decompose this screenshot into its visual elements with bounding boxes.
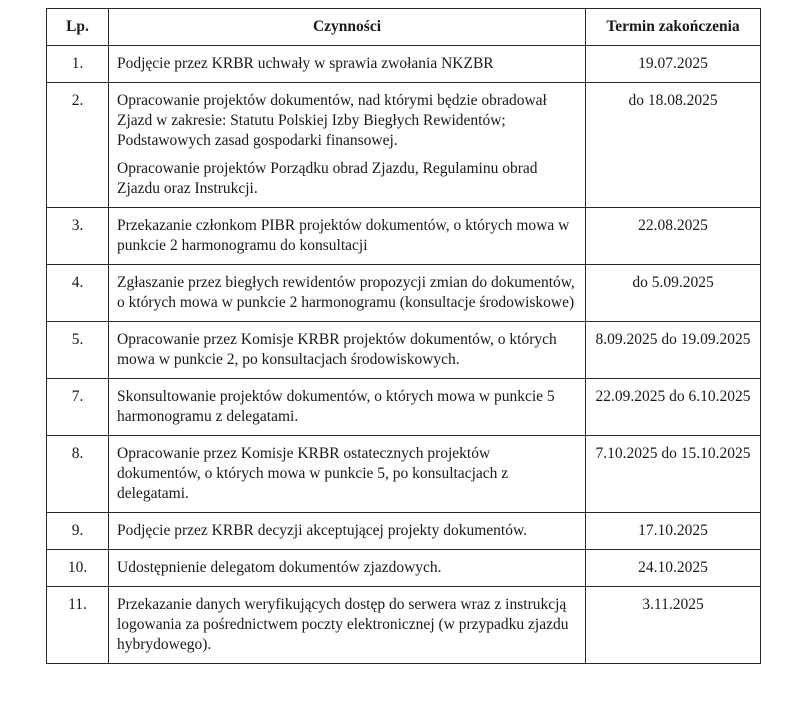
row-number: 1.	[47, 46, 109, 83]
row-activity	[109, 436, 586, 513]
activity-text: Opracowanie przez Komisje KRBR projektów dokumentów, o których mowa w punkcie 2, po konsultacjach środowiskowych.	[117, 331, 557, 368]
row-number: 11.	[47, 587, 109, 664]
row-activity	[109, 379, 586, 436]
activity-text: Opracowanie projektów Porządku obrad Zjazdu, Regulaminu obrad Zjazdu oraz Instrukcji.	[117, 160, 538, 197]
row-number: 8.	[47, 436, 109, 513]
row-number: 3.	[47, 208, 109, 265]
table-row	[47, 550, 761, 587]
row-number: 2.	[47, 83, 109, 208]
activity-text: Opracowanie projektów dokumentów, nad którymi będzie obradował Zjazd w zakresie: Statutu Polskiej Izby Biegłych Rewidentów; Podstawowych zasad gospodarki finansowej.	[117, 92, 547, 149]
row-deadline: 3.11.2025	[586, 587, 761, 664]
row-deadline: 24.10.2025	[586, 550, 761, 587]
row-deadline: 8.09.2025 do 19.09.2025	[586, 322, 761, 379]
header-activity: Czynności	[109, 9, 586, 46]
table-row	[47, 208, 761, 265]
row-number: 7.	[47, 379, 109, 436]
row-activity	[109, 322, 586, 379]
table-row	[47, 379, 761, 436]
table-row	[47, 46, 761, 83]
header-lp: Lp.	[47, 9, 109, 46]
row-number: 10.	[47, 550, 109, 587]
row-activity	[109, 513, 586, 550]
row-deadline: 7.10.2025 do 15.10.2025	[586, 436, 761, 513]
header-deadline: Termin zakończenia	[586, 9, 761, 46]
table-row	[47, 513, 761, 550]
row-number: 5.	[47, 322, 109, 379]
activity-text: Podjęcie przez KRBR decyzji akceptującej projekty dokumentów.	[117, 522, 528, 539]
activity-text: Przekazanie członkom PIBR projektów dokumentów, o których mowa w punkcie 2 harmonogramu do konsultacji	[117, 217, 570, 254]
table-row	[47, 436, 761, 513]
row-deadline: 22.08.2025	[586, 208, 761, 265]
table-row	[47, 587, 761, 664]
row-activity	[109, 208, 586, 265]
row-activity	[109, 550, 586, 587]
row-number: 4.	[47, 265, 109, 322]
row-activity	[109, 587, 586, 664]
activity-text: Przekazanie danych weryfikujących dostęp do serwera wraz z instrukcją logowania za pośrednictwem poczty elektronicznej (w przypadku zjazdu hybrydowego).	[117, 596, 569, 653]
activity-text: Zgłaszanie przez biegłych rewidentów propozycji zmian do dokumentów, o których mowa w punkcie 2 harmonogramu (konsultacje środowiskowe)	[117, 274, 575, 311]
table-row	[47, 322, 761, 379]
row-deadline: 17.10.2025	[586, 513, 761, 550]
schedule-table	[46, 8, 761, 664]
table-row	[47, 83, 761, 208]
row-deadline: do 18.08.2025	[586, 83, 761, 208]
table-header-row	[47, 9, 761, 46]
activity-text: Podjęcie przez KRBR uchwały w sprawia zwołania NKZBR	[117, 55, 494, 72]
row-deadline: do 5.09.2025	[586, 265, 761, 322]
activity-text: Skonsultowanie projektów dokumentów, o których mowa w punkcie 5 harmonogramu z delegatami.	[117, 388, 555, 425]
activity-text: Opracowanie przez Komisje KRBR ostatecznych projektów dokumentów, o których mowa w punkcie 5, po konsultacjach z delegatami.	[117, 445, 509, 502]
row-deadline: 19.07.2025	[586, 46, 761, 83]
row-activity	[109, 83, 586, 208]
activity-text: Udostępnienie delegatom dokumentów zjazdowych.	[117, 559, 442, 576]
table-row	[47, 265, 761, 322]
row-deadline: 22.09.2025 do 6.10.2025	[586, 379, 761, 436]
row-activity	[109, 46, 586, 83]
row-number: 9.	[47, 513, 109, 550]
row-activity	[109, 265, 586, 322]
